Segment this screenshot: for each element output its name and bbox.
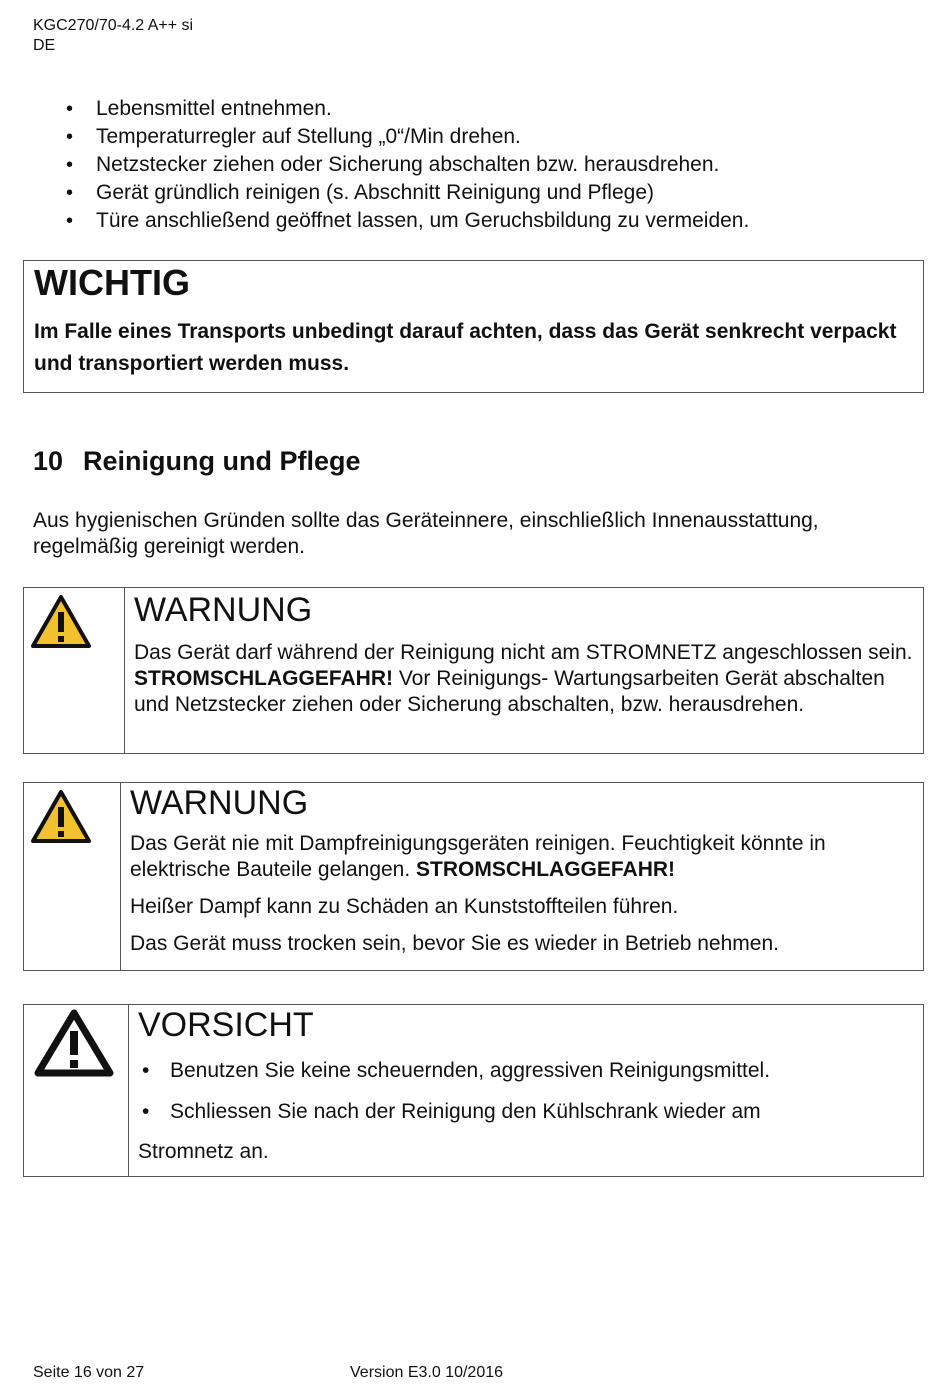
list-item: • Temperaturregler auf Stellung „0“/Min drehen. <box>62 123 749 151</box>
section-heading <box>33 446 361 477</box>
warning-text <box>130 831 915 883</box>
model-label: KGC270/70-4.2 A++ si <box>33 17 194 34</box>
warning-text-part: Das Gerät nie mit Dampfreinigungsgeräten reinigen. Feuchtigkeit könnte in elektrische Bauteile gelangen. <box>130 832 826 881</box>
warning-box-1 <box>23 587 924 754</box>
warning-text-part: Das Gerät darf während der Reinigung nicht am STROMNETZ angeschlossen sein. <box>134 641 913 664</box>
list-item: • Türe anschließend geöffnet lassen, um Geruchsbildung zu vermeiden. <box>62 207 749 235</box>
warning-emphasis: STROMSCHLAGGEFAHR! <box>416 858 676 881</box>
important-text: Im Falle eines Transports unbedingt darauf achten, dass das Gerät senkrecht verpackt und transportiert werden muss. <box>34 320 897 375</box>
warning-title: WARNUNG <box>130 784 309 822</box>
section-number: 10 <box>33 446 64 476</box>
warning-icon <box>30 594 92 650</box>
caution-title: VORSICHT <box>138 1006 314 1044</box>
caution-bullet: • Benutzen Sie keine scheuernden, aggressiven Reinigungsmittel. <box>138 1057 918 1085</box>
version-label: Version E3.0 10/2016 <box>350 1364 504 1381</box>
section-intro: Aus hygienischen Gründen sollte das Geräteinnere, einschließlich Innenausstattung, regelmäßig gereinigt werden. <box>33 509 819 558</box>
list-item: • Gerät gründlich reinigen (s. Abschnitt Reinigung und Pflege) <box>62 179 749 207</box>
warning-text-line: Heißer Dampf kann zu Schäden an Kunststoffteilen führen. <box>130 895 679 918</box>
document-header <box>33 16 193 56</box>
caution-box <box>23 1004 924 1177</box>
warning-emphasis: STROMSCHLAGGEFAHR! <box>134 667 393 690</box>
warning-icon-cell <box>24 588 124 753</box>
warning-box-2 <box>23 782 924 971</box>
caution-bullet: • Schliessen Sie nach der Reinigung den Kühlschrank wieder am <box>138 1098 918 1126</box>
warning-title: WARNUNG <box>134 591 313 629</box>
important-notice-box <box>23 260 924 393</box>
important-title: WICHTIG <box>34 262 190 303</box>
caution-icon <box>33 1007 115 1077</box>
page-number: Seite 16 von 27 <box>33 1364 145 1381</box>
warning-icon <box>30 789 92 845</box>
instruction-list <box>62 95 749 235</box>
language-label: DE <box>33 37 56 54</box>
warning-text <box>134 640 914 718</box>
warning-text-part: Vor Reinigungs- Wartungsarbeiten Gerät abschalten und Netzstecker ziehen oder Sicherung abschalten, bzw. herausdrehen. <box>134 667 885 716</box>
list-item: • Netzstecker ziehen oder Sicherung abschalten bzw. herausdrehen. <box>62 151 749 179</box>
caution-continuation: Stromnetz an. <box>138 1140 269 1163</box>
warning-text-line: Das Gerät muss trocken sein, bevor Sie es wieder in Betrieb nehmen. <box>130 932 779 955</box>
list-item: • Lebensmittel entnehmen. <box>62 95 749 123</box>
section-title: Reinigung und Pflege <box>83 446 361 476</box>
